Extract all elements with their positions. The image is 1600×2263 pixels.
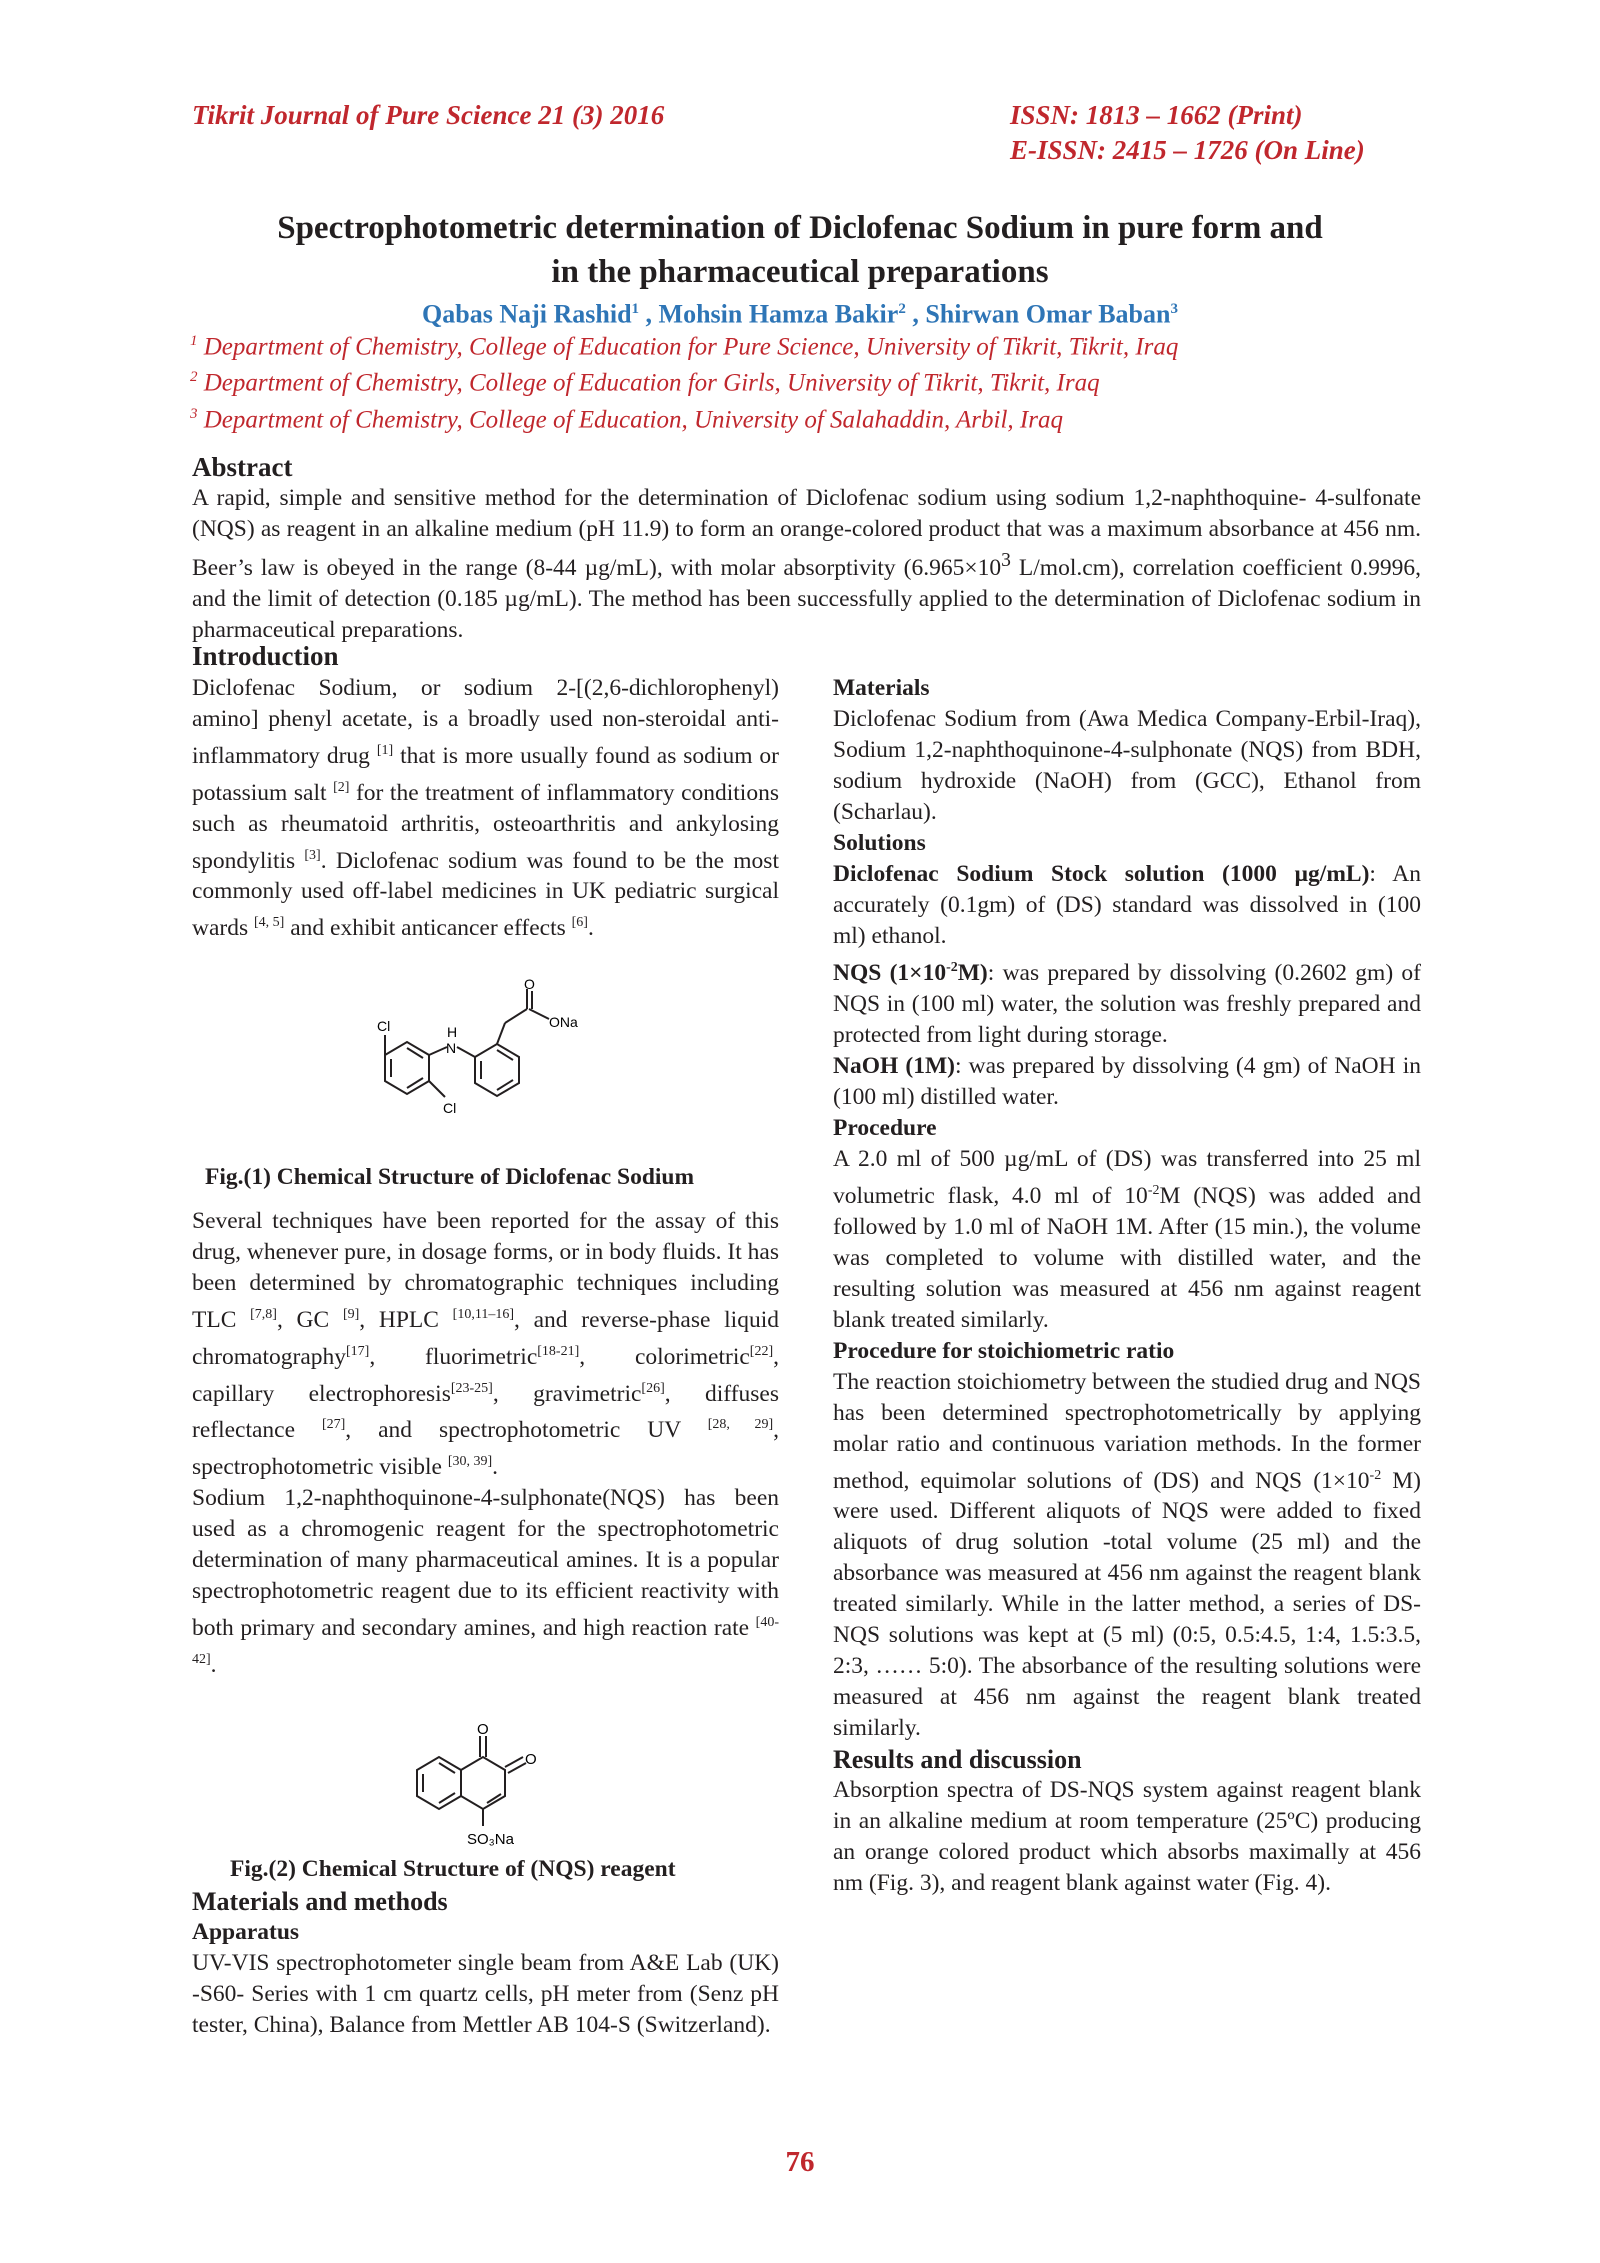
materials-text: Diclofenac Sodium from (Awa Medica Company-Erbil-Iraq), Sodium 1,2-naphthoquinone-4-sulphonate (NQS) from BDH, sodium hydroxide (NaOH) from (GCC), Ethanol from (Scharlau). — [833, 706, 1421, 825]
abstract-body — [192, 483, 1421, 646]
chlorine-label: Cl — [443, 1100, 457, 1116]
body-text: M) were used. Different aliquots of NQS were added to fixed aliquots of drug solution -total volume (25 ml) and the absorbance was measured at 456 nm against the reagent blank treated similarly. While in the latter method, a series of DS-NQS solutions was kept at (5 ml) (0:5, 0.5:4.5, 1:4, 1.5:3.5, 2:3, …… 5:0). The absorbance of the resulting solutions were measured at 456 nm against the reagent blank treated similarly. — [833, 1467, 1421, 1742]
citation: [23-25] — [450, 1380, 493, 1396]
affiliation-text: Department of Chemistry, College of Education for Girls, University of Tikrit, Tikrit, Iraq — [203, 369, 1100, 397]
body-text: A 2.0 ml of 500 µg/mL of (DS) was transferred into 25 ml volumetric flask, 4.0 ml of 10 — [833, 1145, 1421, 1209]
affiliation-marker: 3 — [190, 405, 198, 422]
apparatus-heading: Apparatus — [192, 1919, 300, 1945]
author-separator: , — [905, 299, 926, 329]
citation: [27] — [321, 1417, 346, 1433]
body-text: , fluorimetric — [369, 1343, 538, 1370]
author-3-affil: 3 — [1170, 301, 1178, 317]
body-text: , colorimetric — [579, 1343, 750, 1370]
body-text: , capillary electrophoresis — [192, 1343, 779, 1407]
citation: [18-21] — [537, 1343, 580, 1359]
citation: [40-42] — [192, 1615, 779, 1667]
diclofenac-structure-figure — [345, 976, 635, 1145]
citation: [1] — [376, 743, 394, 758]
introduction-paragraph-1 — [192, 673, 779, 944]
oxygen-label: O — [524, 976, 535, 992]
stock-solution-paragraph — [833, 859, 1421, 952]
chlorine-label: Cl — [377, 1018, 391, 1034]
journal-title: Tikrit Journal of Pure Science 21 (3) 2016 — [192, 100, 665, 130]
oxygen-label: O — [477, 1721, 489, 1738]
nqs-solution-heading — [833, 960, 988, 986]
body-text: : An accurately (0.1gm) of (DS) standard was dissolved in (100 ml) ethanol. — [833, 861, 1421, 949]
stoichiometric-text — [833, 1367, 1421, 1745]
right-column — [833, 673, 1421, 1899]
body-text: . — [210, 1651, 217, 1678]
abstract-text: L/mol.cm), correlation coefficient 0.9996, and the limit of detection (0.185 µg/mL). The method has been successfully applied to the determination of Diclofenac sodium in pharmaceutical preparations. — [192, 554, 1421, 643]
heading-text: M) — [957, 959, 988, 986]
affiliation-2 — [190, 362, 1490, 398]
page-number: 76 — [785, 2146, 815, 2178]
body-text: , and spectrophotometric UV — [345, 1417, 708, 1444]
issn-print: ISSN: 1813 – 1662 (Print) — [1010, 100, 1303, 130]
affiliation-marker: 1 — [190, 333, 198, 349]
body-text: Diclofenac Sodium, or sodium 2-[(2,6-dichlorophenyl) amino] phenyl acetate, is a broadly used non-steroidal anti-inflammatory drug — [192, 675, 779, 769]
stock-solution-heading: Diclofenac Sodium Stock solution (1000 µg/mL) — [833, 861, 1370, 887]
citation: [10,11–16] — [452, 1307, 514, 1322]
citation: [30, 39] — [447, 1454, 493, 1470]
body-text: , HPLC — [359, 1306, 453, 1333]
author-1-affil: 1 — [631, 301, 640, 317]
citation: [2] — [333, 779, 350, 795]
body-text: . — [492, 1454, 499, 1481]
naoh-solution-heading: NaOH (1M) — [833, 1052, 955, 1079]
citation: [9] — [342, 1307, 360, 1322]
figure-2-caption: Fig.(2) Chemical Structure of (NQS) reagent — [230, 1856, 676, 1882]
citation: [17] — [346, 1343, 370, 1359]
figure-1-caption: Fig.(1) Chemical Structure of Diclofenac Sodium — [205, 1164, 695, 1190]
body-text: that is more usually found as sodium or potassium salt — [192, 742, 780, 806]
results-text: Absorption spectra of DS-NQS system against reagent blank in an alkaline medium at room temperature (25ºC) producing an orange colored product which absorbs maximally at 456 nm (Fig. 3), and reagent blank against water (Fig. 4). — [833, 1777, 1421, 1897]
apparatus-text: UV-VIS spectrophotometer single beam from A&E Lab (UK) -S60- Series with 1 cm quartz cells, pH meter from (Senz pH tester, China), Balance from Mettler AB 104-S (Switzerland). — [192, 1950, 779, 2038]
title-line-2: in the pharmaceutical preparations — [551, 254, 1049, 290]
stoichiometric-heading: Procedure for stoichiometric ratio — [833, 1337, 1175, 1364]
abstract-text: A rapid, simple and sensitive method for the determination of Diclofenac sodium using sodium 1,2-naphthoquine- 4-sulfonate (NQS) as reagent in an alkaline medium (pH 11.9) to form an orange-colored product that was a maximum absorbance at 456 nm. Beer’s law is obeyed in the range (8-44 µg/mL), with molar absorptivity (6.965×10 — [192, 485, 1421, 581]
exponent: -2 — [1147, 1182, 1160, 1198]
nqs-solution-paragraph — [833, 952, 1421, 1051]
body-text: for the treatment of inflammatory conditions such as rheumatoid arthritis, osteoarthritis and ankylosing spondylitis — [192, 779, 779, 874]
body-text: M (NQS) was added and followed by 1.0 ml of NaOH 1M. After (15 min.), the volume was completed to volume with distilled water, and the resulting solution was measured at 456 nm against reagent blank treated similarly. — [833, 1182, 1421, 1333]
procedure-text — [833, 1144, 1421, 1336]
body-text: , diffuses reflectance — [192, 1380, 779, 1444]
body-text: and exhibit anticancer effects — [284, 915, 572, 942]
author-1: Qabas Naji Rashid — [422, 299, 632, 329]
citation: [22] — [749, 1343, 774, 1359]
so3na-label: SO₃Na — [467, 1831, 514, 1848]
materials-methods-heading: Materials and methods — [192, 1887, 448, 1916]
exponent: -2 — [946, 960, 958, 975]
heading-text: NQS (1×10 — [833, 959, 947, 986]
affiliation-marker: 2 — [190, 369, 198, 386]
oxygen-label: O — [525, 1751, 537, 1768]
body-text: The reaction stoichiometry between the studied drug and NQS has been determined spectrophotometrically by applying molar ratio and continuous variation methods. In the former method, equimolar solutions of (DS) and NQS (1×10 — [833, 1368, 1421, 1494]
title-line-1: Spectrophotometric determination of Diclofenac Sodium in pure form and — [277, 210, 1323, 246]
introduction-heading: Introduction — [192, 641, 339, 671]
issn-online: E-ISSN: 2415 – 1726 (On Line) — [1010, 135, 1365, 165]
body-text: , spectrophotometric visible — [192, 1417, 779, 1481]
author-3: Shirwan Omar Baban — [925, 299, 1171, 329]
naoh-solution-paragraph — [833, 1051, 1421, 1113]
citation: [26] — [641, 1380, 665, 1396]
body-text: . — [587, 915, 594, 942]
body-text: . Diclofenac sodium was found to be the most commonly used off-label medicines in UK pediatric surgical wards — [192, 847, 779, 942]
author-2-affil: 2 — [898, 301, 906, 317]
hydrogen-label: H — [447, 1024, 458, 1040]
body-text: : was prepared by dissolving (0.2602 gm) of NQS in (100 ml) water, the solution was freshly prepared and protected from light during storage. — [833, 959, 1421, 1048]
results-heading: Results and discussion — [833, 1745, 1082, 1775]
affiliations — [190, 326, 1490, 435]
paper-title — [120, 206, 1480, 294]
body-text: Several techniques have been reported for the assay of this drug, whenever pure, in dosage forms, or in body fluids. It has been determined by chromatographic techniques including TLC — [192, 1208, 779, 1333]
nqs-structure-figure — [405, 1720, 585, 1850]
body-text: , gravimetric — [492, 1380, 642, 1407]
affiliation-text: Department of Chemistry, College of Education, University of Salahaddin, Arbil, Iraq — [203, 405, 1063, 433]
materials-heading: Materials — [833, 675, 930, 701]
body-text: , and reverse-phase liquid chromatography — [192, 1306, 779, 1370]
introduction-paragraph-3 — [192, 1483, 779, 1681]
citation: [3] — [304, 847, 321, 863]
abstract-exponent: 3 — [1001, 550, 1011, 571]
affiliation-1 — [190, 326, 1490, 362]
materials-methods-section — [192, 1886, 779, 2041]
citation: [6] — [571, 915, 588, 931]
author-2: Mohsin Hamza Bakir — [658, 299, 899, 329]
citation: [4, 5] — [254, 915, 285, 931]
issn-block — [1010, 98, 1365, 168]
author-separator: , — [639, 299, 659, 329]
affiliation-3 — [190, 399, 1490, 435]
body-text: : was prepared by dissolving (4 gm) of NaOH in (100 ml) distilled water. — [833, 1052, 1421, 1110]
exponent: -2 — [1369, 1467, 1382, 1483]
affiliation-text: Department of Chemistry, College of Education for Pure Science, University of Tikrit, Tikrit, Iraq — [203, 333, 1179, 361]
citation: [28, 29] — [707, 1417, 774, 1433]
ona-label: ONa — [549, 1014, 578, 1030]
citation: [7,8] — [250, 1307, 277, 1322]
author-list — [120, 293, 1480, 331]
nitrogen-label: N — [446, 1040, 457, 1056]
solutions-heading: Solutions — [833, 830, 926, 856]
abstract-heading: Abstract — [192, 452, 293, 482]
body-text: Sodium 1,2-naphthoquinone-4-sulphonate(NQS) has been used as a chromogenic reagent for the spectrophotometric determination of many pharmaceutical amines. It is a popular spectrophotometric reagent due to its efficient reactivity with both primary and secondary amines, and high reaction rate — [192, 1485, 779, 1641]
body-text: , GC — [276, 1306, 343, 1333]
introduction-paragraph-2 — [192, 1206, 779, 1681]
procedure-heading: Procedure — [833, 1114, 937, 1141]
